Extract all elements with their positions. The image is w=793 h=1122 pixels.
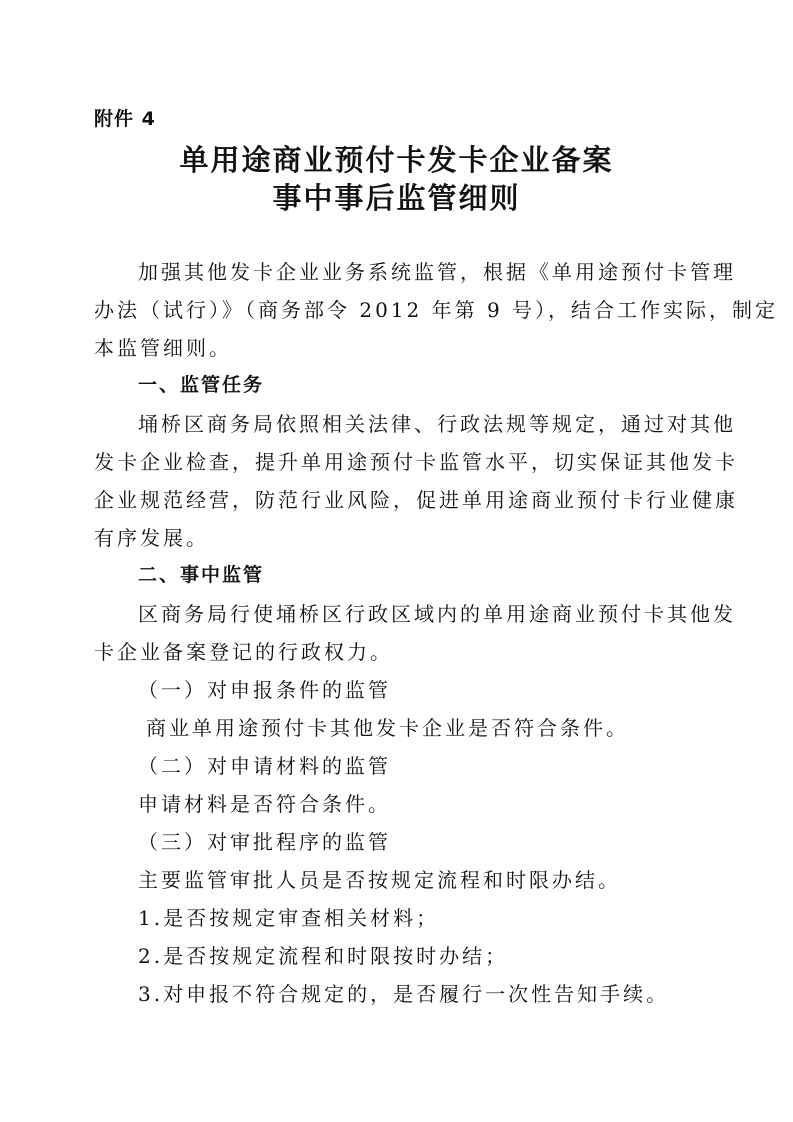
intro-line-1: 加强其他发卡企业业务系统监管，根据《单用途预付卡管理 [138, 260, 736, 284]
section-2-line-1: 区商务局行使埇桥区行政区域内的单用途商业预付卡其他发 [138, 602, 736, 626]
subsection-3-item-2: 2.是否按规定流程和时限按时办结； [138, 944, 509, 968]
section-2-heading: 二、事中监管 [138, 564, 265, 586]
subsection-3-item-1: 1.是否按规定审查相关材料； [138, 906, 440, 930]
subsection-1-heading: （一）对申报条件的监管 [138, 678, 391, 702]
section-2-line-2: 卡企业备案登记的行政权力。 [94, 640, 393, 664]
section-1-line-3: 企业规范经营，防范行业风险，促进单用途商业预付卡行业健康 [94, 488, 738, 512]
subsection-2-heading: （二）对申请材料的监管 [138, 754, 391, 778]
intro-line-2: 办法（试行）》（商务部令 2012 年第 9 号），结合工作实际，制定 [94, 298, 779, 322]
subsection-2-text: 申请材料是否符合条件。 [138, 792, 391, 816]
document-title-line-2: 事中事后监管细则 [272, 181, 521, 215]
subsection-3-text: 主要监管审批人员是否按规定流程和时限办结。 [138, 868, 621, 892]
document-title-line-1: 单用途商业预付卡发卡企业备案 [179, 143, 614, 177]
section-1-heading: 一、监管任务 [138, 374, 265, 396]
subsection-3-heading: （三）对审批程序的监管 [138, 830, 391, 854]
intro-line-3: 本监管细则。 [94, 336, 232, 360]
attachment-label: 附件 4 [94, 108, 156, 130]
section-1-line-4: 有序发展。 [94, 526, 209, 550]
subsection-1-text: 商业单用途预付卡其他发卡企业是否符合条件。 [146, 716, 629, 740]
section-1-line-2: 发卡企业检查，提升单用途预付卡监管水平，切实保证其他发卡 [94, 450, 738, 474]
subsection-3-item-3: 3.对申报不符合规定的，是否履行一次性告知手续。 [138, 982, 670, 1006]
section-1-line-1: 埇桥区商务局依照相关法律、行政法规等规定，通过对其他 [138, 412, 736, 436]
